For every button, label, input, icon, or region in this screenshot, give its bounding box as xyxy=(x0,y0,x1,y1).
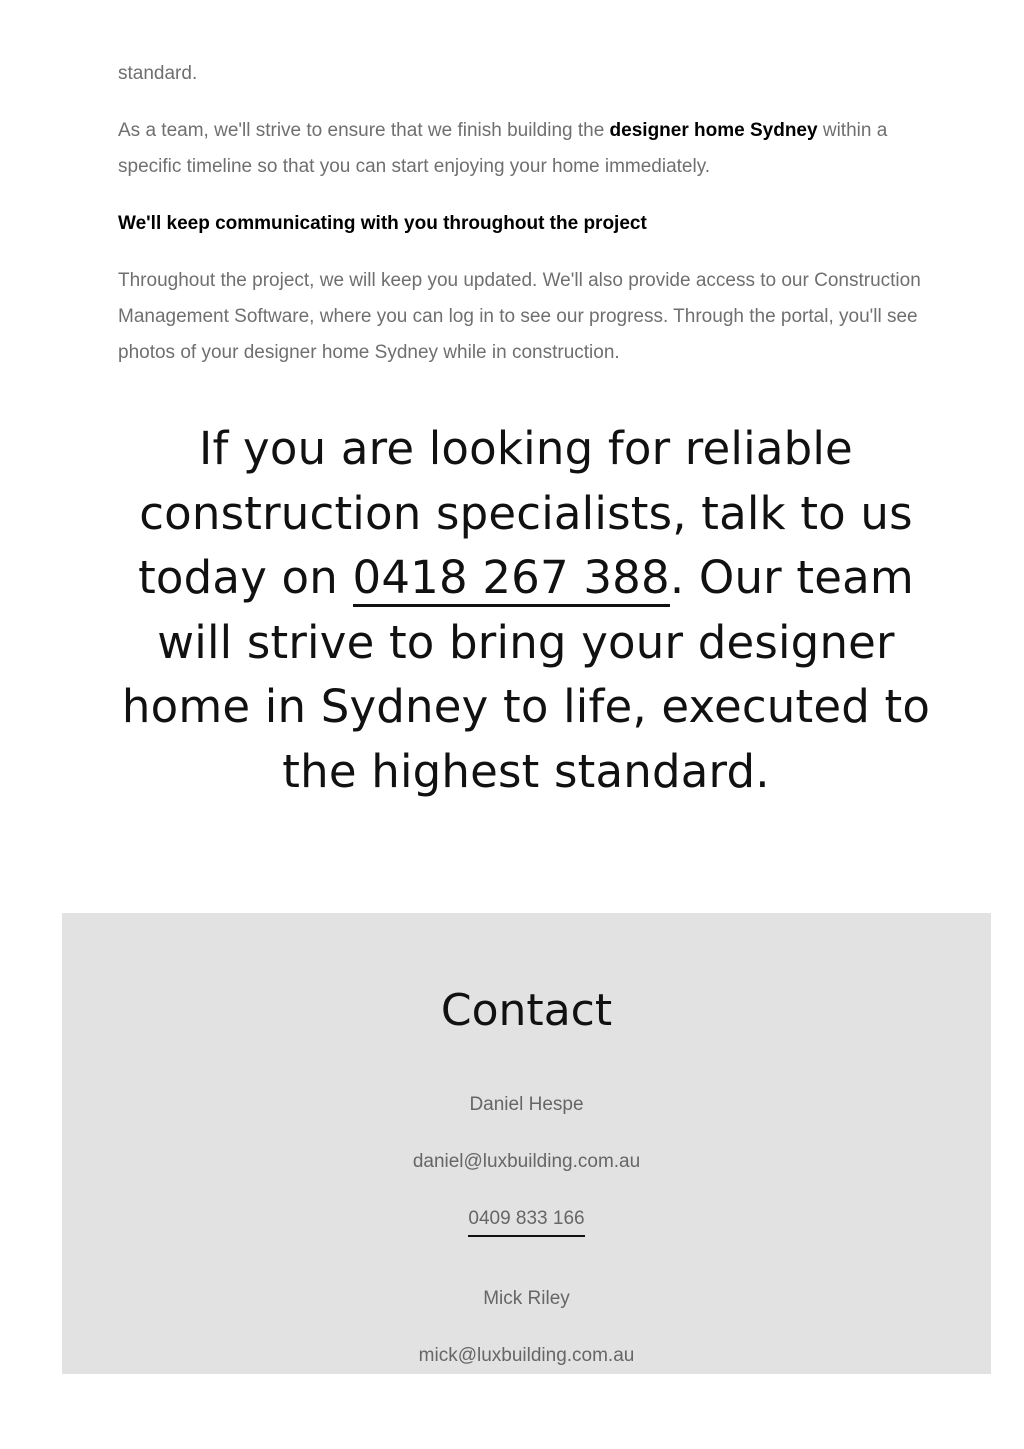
article-paragraph-standard: standard. xyxy=(118,63,198,84)
communication-subheading: We'll keep communicating with you throughout the project xyxy=(118,213,647,234)
article-paragraph-team-text-end: within a specific timeline so that you can start enjoying your home immediately. xyxy=(118,120,888,177)
cta-text-start: If you are looking for reliable construction specialists, talk to us today on xyxy=(138,422,913,604)
contact-heading: Contact xyxy=(440,985,613,1036)
phone-link-daniel[interactable]: 0409 833 166 xyxy=(468,1208,584,1237)
contact-phone-daniel xyxy=(62,1205,991,1233)
call-to-action xyxy=(104,417,948,804)
cta-text-end: . Our team will strive to bring your designer home in Sydney to life, executed to the highest standard. xyxy=(121,551,931,798)
contact-name-daniel: Daniel Hespe xyxy=(469,1094,584,1115)
contact-section xyxy=(62,913,991,1374)
article-paragraph-team xyxy=(118,113,928,185)
cta-phone-link[interactable]: 0418 267 388 xyxy=(353,551,670,607)
contact-email-mick xyxy=(62,1342,991,1370)
article-content xyxy=(118,56,928,371)
contact-name-mick: Mick Riley xyxy=(483,1288,570,1309)
email-link-daniel[interactable]: daniel@luxbuilding.com.au xyxy=(412,1151,641,1172)
email-link-mick[interactable]: mick@luxbuilding.com.au xyxy=(418,1345,635,1366)
article-paragraph-updates: Throughout the project, we will keep you updated. We'll also provide access to our Construction Management Software, where you can log in to see our progress. Through the portal, you'll see photos of your designer home Sydney while in construction. xyxy=(118,270,921,363)
designer-home-sydney-emphasis: designer home Sydney xyxy=(609,120,818,141)
article-paragraph-team-text-start: As a team, we'll strive to ensure that we finish building the xyxy=(118,120,610,141)
contact-email-daniel xyxy=(62,1148,991,1176)
